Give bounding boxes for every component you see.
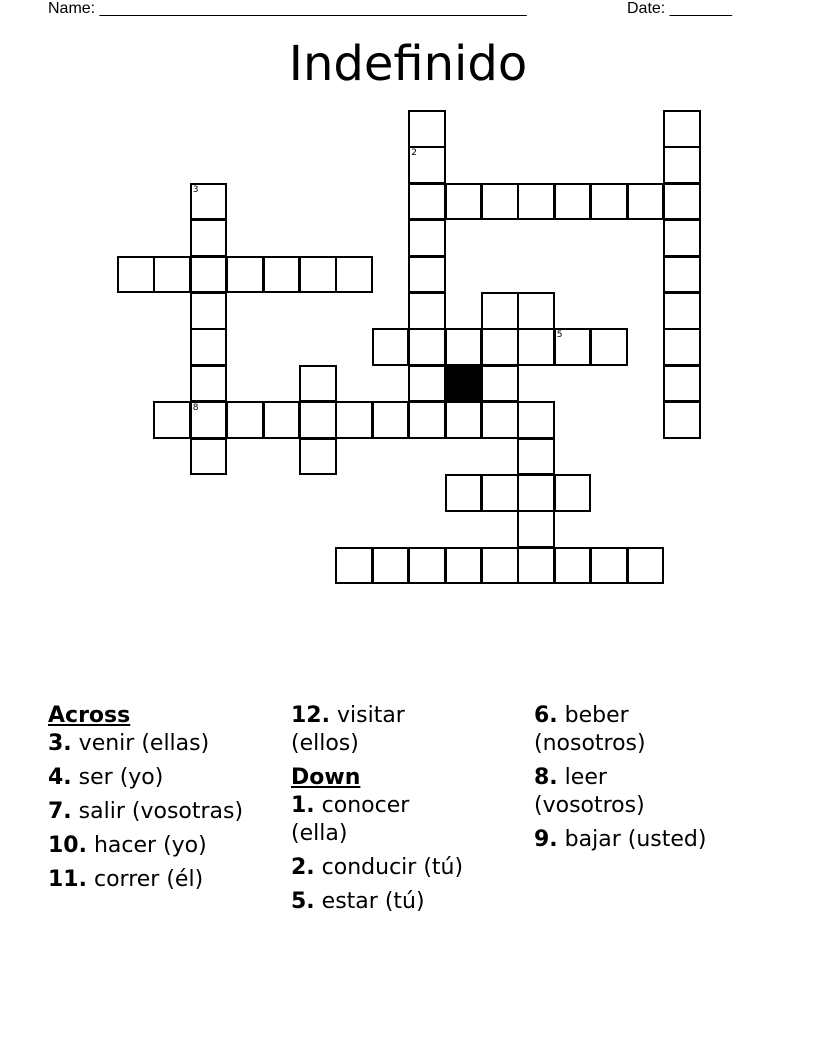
grid-cell[interactable] (554, 547, 592, 585)
clue-down-6: 6. beber (nosotros) (534, 703, 646, 756)
grid-cell[interactable] (663, 256, 701, 294)
grid-cell[interactable] (627, 547, 665, 585)
grid-cell[interactable] (335, 547, 373, 585)
across-heading: Across (48, 703, 131, 728)
grid-cell[interactable] (299, 256, 337, 294)
grid-cell[interactable] (590, 328, 628, 366)
grid-cell[interactable] (517, 474, 555, 512)
grid-cell[interactable] (590, 183, 628, 221)
clue-across-10: 10. hacer (yo) (48, 833, 207, 858)
clue-column-1 (48, 702, 288, 900)
grid-cell[interactable] (408, 401, 446, 439)
clue-number: 2 (411, 148, 417, 159)
grid-cell[interactable] (117, 256, 155, 294)
clue-down-2: 2. conducir (tú) (291, 855, 464, 880)
clue-across-11: 11. correr (él) (48, 867, 204, 892)
name-field: Name: ________________________________________________ (48, 0, 527, 17)
grid-cell[interactable] (408, 219, 446, 257)
grid-cell[interactable] (481, 183, 519, 221)
grid-cell[interactable] (190, 219, 228, 257)
clue-down-9: 9. bajar (usted) (534, 827, 707, 852)
grid-cell[interactable] (481, 365, 519, 403)
clue-down-8: 8. leer (vosotros) (534, 765, 645, 818)
clue-across-7: 7. salir (vosotras) (48, 799, 244, 824)
clue-number: 5 (556, 330, 563, 341)
grid-cell[interactable] (408, 292, 446, 330)
grid-cell[interactable] (481, 547, 519, 585)
grid-cell[interactable] (190, 365, 228, 403)
grid-cell[interactable] (153, 256, 191, 294)
clue-column-3 (534, 702, 774, 860)
clue-number: 8 (192, 403, 199, 414)
grid-cell[interactable] (517, 183, 555, 221)
clue-down-5: 5. estar (tú) (291, 889, 425, 914)
grid-cell[interactable] (408, 146, 446, 184)
grid-cell[interactable] (190, 328, 228, 366)
grid-cell[interactable] (481, 328, 519, 366)
grid-cell[interactable] (372, 547, 410, 585)
grid-cell[interactable] (408, 256, 446, 294)
grid-cell[interactable] (590, 547, 628, 585)
grid-cell[interactable] (481, 474, 519, 512)
down-heading: Down (291, 765, 361, 790)
grid-cell[interactable] (299, 438, 337, 476)
grid-cell[interactable] (408, 183, 446, 221)
grid-cell[interactable] (554, 328, 592, 366)
date-field: Date: _______ (627, 0, 732, 17)
clue-across-4: 4. ser (yo) (48, 765, 164, 790)
grid-cell[interactable] (445, 328, 483, 366)
grid-cell[interactable] (663, 183, 701, 221)
clue-number: 3 (192, 184, 199, 195)
grid-cell[interactable] (335, 256, 373, 294)
grid-cell[interactable] (372, 401, 410, 439)
grid-cell[interactable] (481, 401, 519, 439)
clue-column-2 (291, 702, 531, 922)
black-cell (445, 365, 483, 403)
grid-cell[interactable] (190, 183, 228, 221)
grid-cell[interactable] (517, 328, 555, 366)
grid-cell[interactable] (517, 510, 555, 548)
grid-cell[interactable] (299, 365, 337, 403)
grid-cell[interactable] (226, 401, 264, 439)
grid-cell[interactable] (190, 292, 228, 330)
grid-cell[interactable] (663, 328, 701, 366)
grid-cell[interactable] (627, 183, 665, 221)
grid-cell[interactable] (408, 365, 446, 403)
grid-cell[interactable] (408, 547, 446, 585)
clue-across-3: 3. venir (ellas) (48, 731, 210, 756)
grid-cell[interactable] (263, 256, 301, 294)
clue-down-1: 1. conocer (ella) (291, 793, 410, 846)
grid-cell[interactable] (663, 219, 701, 257)
grid-cell[interactable] (445, 183, 483, 221)
grid-cell[interactable] (445, 547, 483, 585)
grid-cell[interactable] (517, 547, 555, 585)
grid-cell[interactable] (445, 401, 483, 439)
grid-cell[interactable] (554, 183, 592, 221)
grid-cell[interactable] (517, 292, 555, 330)
grid-cell[interactable] (408, 328, 446, 366)
grid-cell[interactable] (372, 328, 410, 366)
grid-cell[interactable] (663, 401, 701, 439)
grid-cell[interactable] (153, 401, 191, 439)
clue-across-12: 12. visitar (ellos) (291, 703, 405, 756)
grid-cell[interactable] (663, 110, 701, 148)
grid-cell[interactable] (226, 256, 264, 294)
grid-cell[interactable] (663, 292, 701, 330)
grid-cell[interactable] (263, 401, 301, 439)
grid-cell[interactable] (335, 401, 373, 439)
grid-cell[interactable] (408, 110, 446, 148)
grid-cell[interactable] (663, 365, 701, 403)
grid-cell[interactable] (445, 474, 483, 512)
grid-cell[interactable] (190, 256, 228, 294)
grid-cell[interactable] (190, 438, 228, 476)
grid-cell[interactable] (299, 401, 337, 439)
grid-cell[interactable] (481, 292, 519, 330)
page-title: Indefinido (288, 36, 528, 92)
grid-cell[interactable] (663, 146, 701, 184)
grid-cell[interactable] (190, 401, 228, 439)
grid-cell[interactable] (517, 438, 555, 476)
grid-cell[interactable] (517, 401, 555, 439)
grid-cell[interactable] (554, 474, 592, 512)
